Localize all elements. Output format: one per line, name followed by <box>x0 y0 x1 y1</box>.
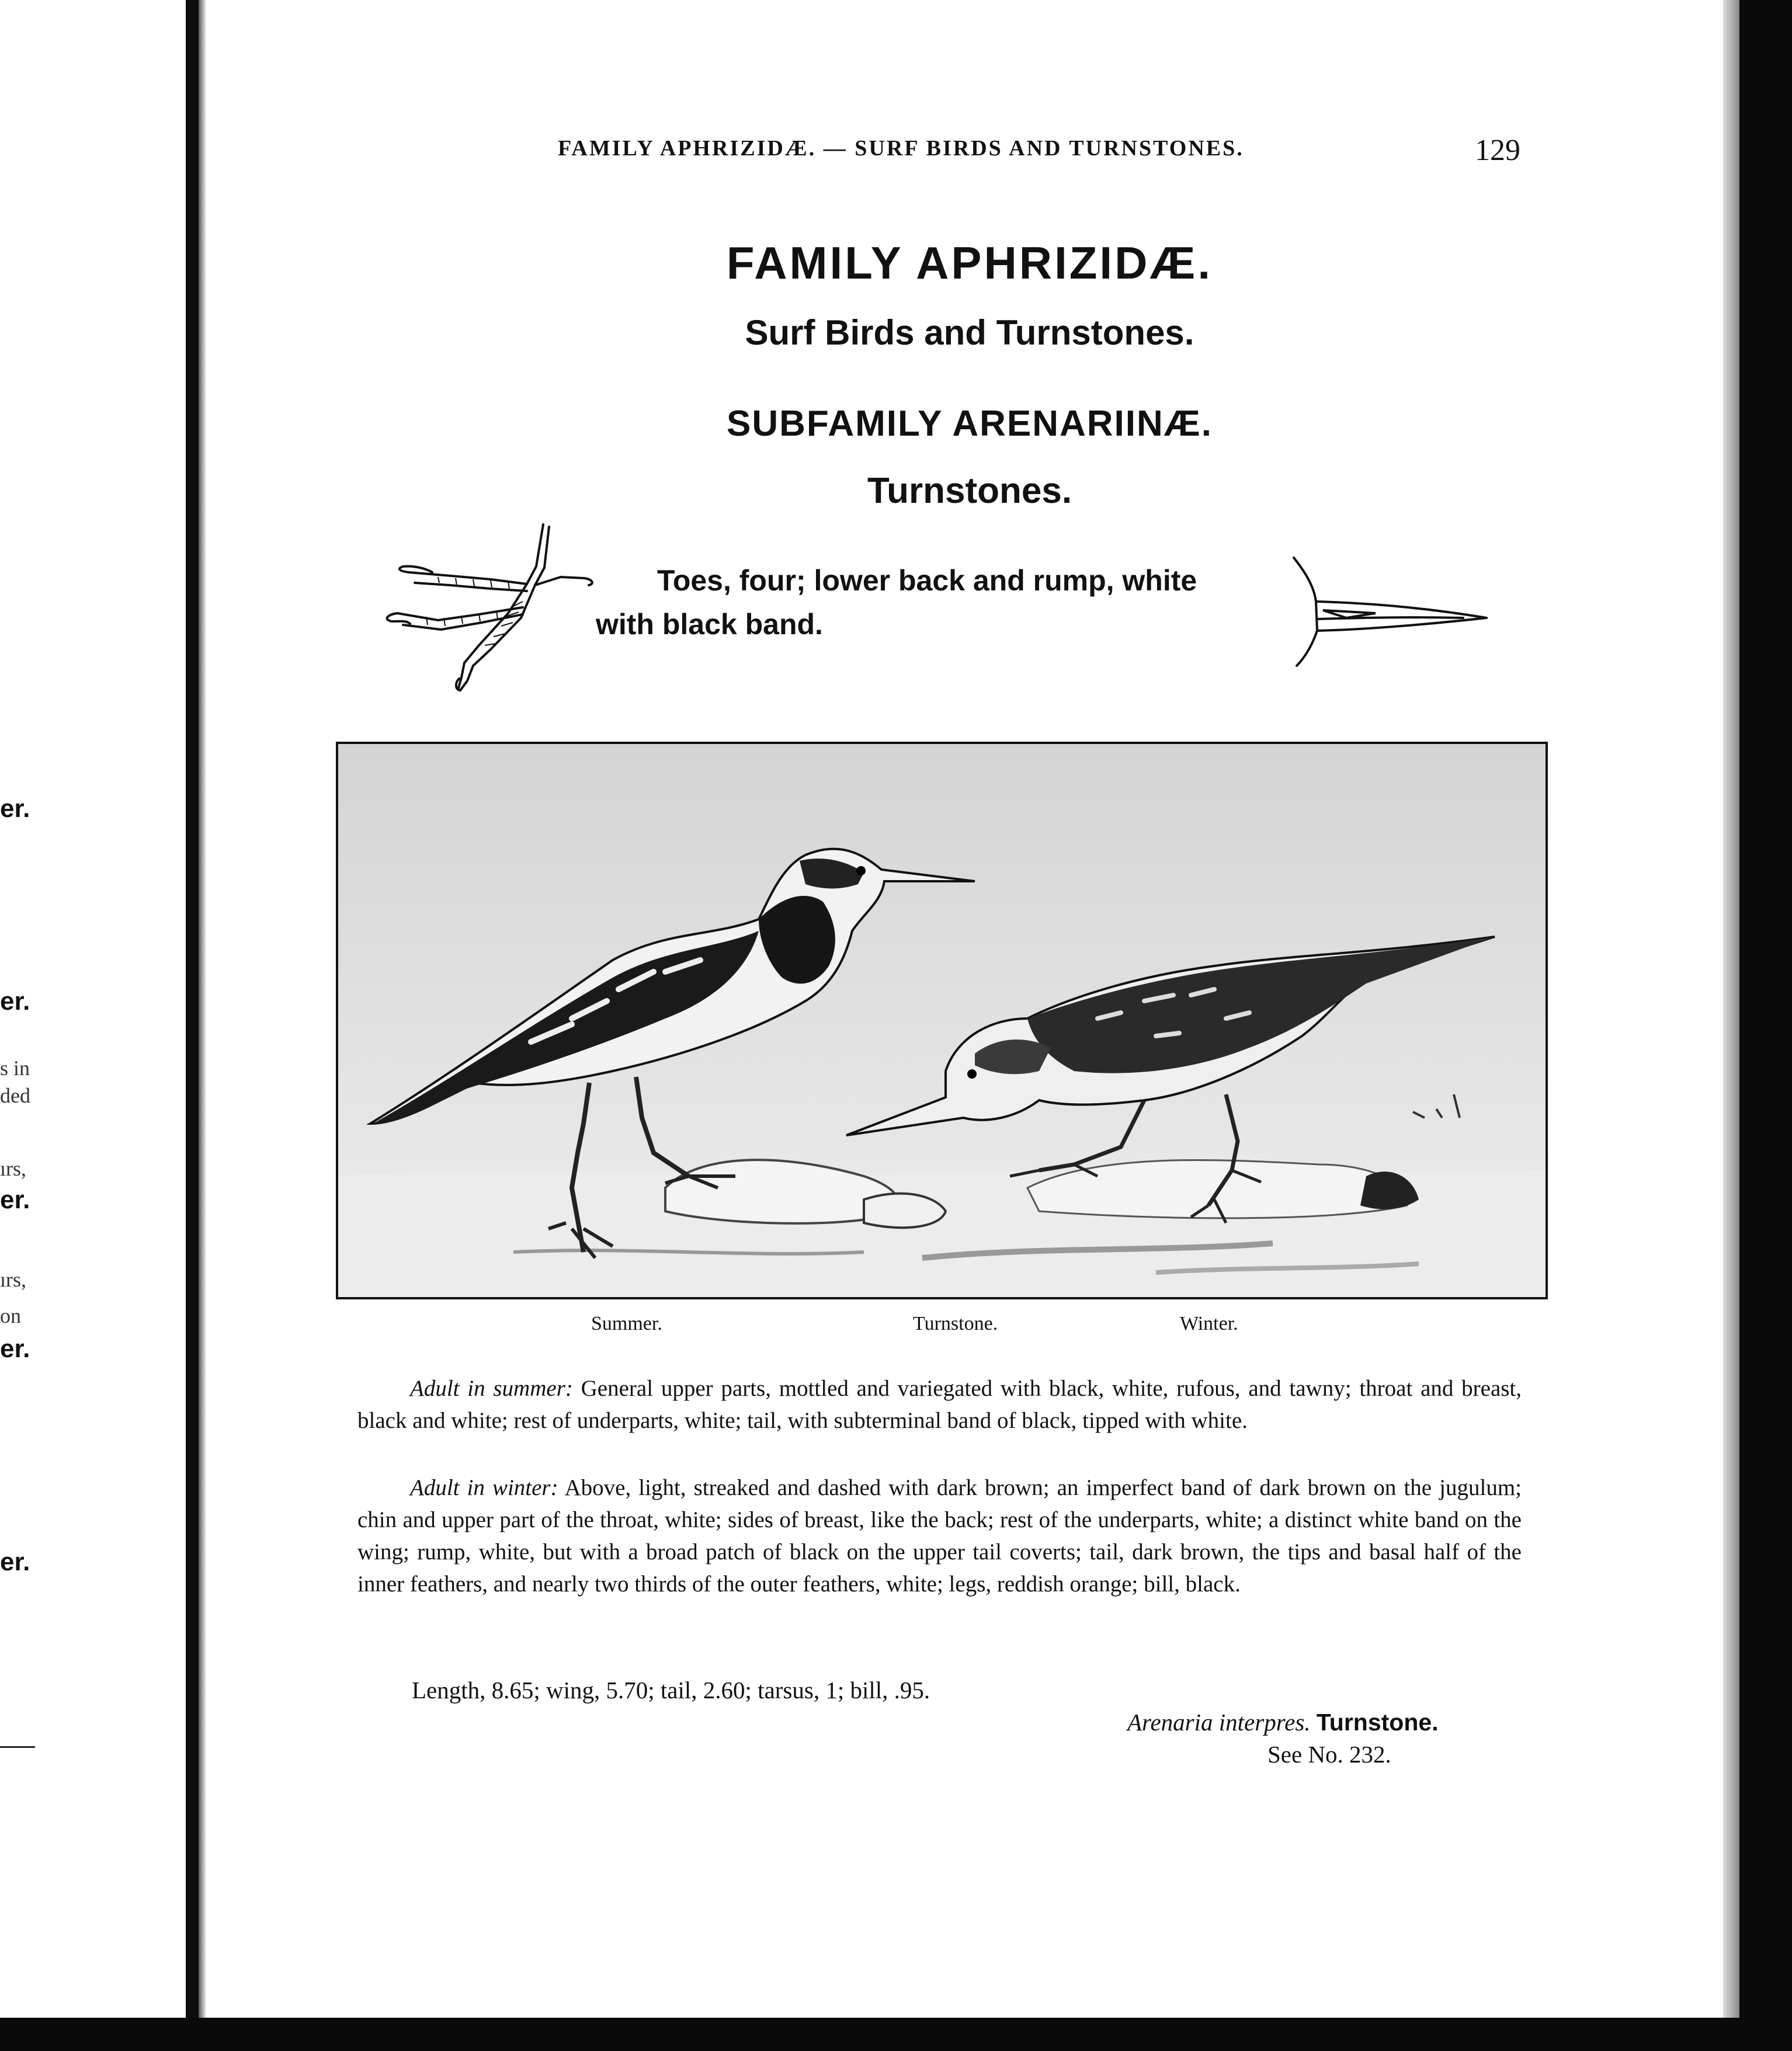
summer-text: General upper parts, mottled and variegated with black, white, rufous, and tawny; throat and breast, black and white; rest of underparts, white; tail, with subterminal band of black, tipped with white. <box>357 1376 1522 1433</box>
subfamily-common-name: Turnstones. <box>867 471 1072 511</box>
left-page-fragment: er. <box>0 794 30 823</box>
left-page-fragment: on <box>0 1304 21 1327</box>
left-page-fragment: ırs, <box>0 1157 26 1180</box>
right-border <box>1739 0 1792 2051</box>
winter-description <box>357 1472 1522 1600</box>
summer-description <box>357 1372 1522 1437</box>
winter-text: Above, light, streaked and dashed with dark brown; an imperfect band of dark brown on the jugulum; chin and upper part of the throat, white; sides of breast, like the back; rest of the underparts, white; a distinct white band on the wing; rump, white, but with a broad patch of black on the upper tail coverts; tail, dark brown, the tips and basal half of the inner feathers, and nearly two thirds of the outer feathers, white; legs, reddish orange; bill, black. <box>357 1475 1522 1597</box>
scientific-name: Arenaria interpres. <box>1127 1709 1311 1736</box>
caption-winter: Winter. <box>1180 1313 1238 1334</box>
bottom-border <box>0 2018 1792 2051</box>
left-page-rule <box>0 1746 35 1748</box>
subfamily-title: SUBFAMILY ARENARIINÆ. <box>726 404 1213 444</box>
cross-reference: See No. 232. <box>1267 1741 1391 1768</box>
left-page-fragment: ded <box>0 1084 30 1107</box>
winter-label: Adult in winter: <box>410 1475 558 1500</box>
book-spine <box>186 0 199 2051</box>
bill-illustration-icon <box>1288 555 1498 672</box>
left-page-fragment: er. <box>0 1186 30 1214</box>
running-head: FAMILY APHRIZIDÆ. — SURF BIRDS AND TURNSTONES. <box>558 136 1244 161</box>
left-page-fragment: s in <box>0 1056 30 1080</box>
left-page-fragment: er. <box>0 1334 30 1363</box>
foot-illustration-icon <box>374 520 602 695</box>
page-edge <box>1723 0 1739 2051</box>
left-page <box>0 0 199 2051</box>
summer-label: Adult in summer: <box>410 1376 573 1401</box>
family-title: FAMILY APHRIZIDÆ. <box>726 237 1213 288</box>
left-page-fragment: er. <box>0 1548 30 1576</box>
left-page-fragment: er. <box>0 987 30 1016</box>
diagnostic-characters-line: Toes, four; lower back and rump, white <box>657 564 1197 597</box>
left-page-fragment: ırs, <box>0 1268 26 1291</box>
page-number: 129 <box>1475 134 1520 167</box>
measurements: Length, 8.65; wing, 5.70; tail, 2.60; tarsus, 1; bill, .95. <box>412 1677 930 1704</box>
caption-species: Turnstone. <box>913 1313 998 1334</box>
diagnostic-characters-line: with black band. <box>596 608 823 641</box>
spine-shadow <box>199 0 207 2051</box>
illustration-plate <box>336 742 1548 1299</box>
species-name-line <box>1127 1708 1439 1736</box>
caption-summer: Summer. <box>591 1313 662 1334</box>
family-common-name: Surf Birds and Turnstones. <box>745 313 1194 352</box>
common-name: Turnstone. <box>1316 1709 1439 1736</box>
